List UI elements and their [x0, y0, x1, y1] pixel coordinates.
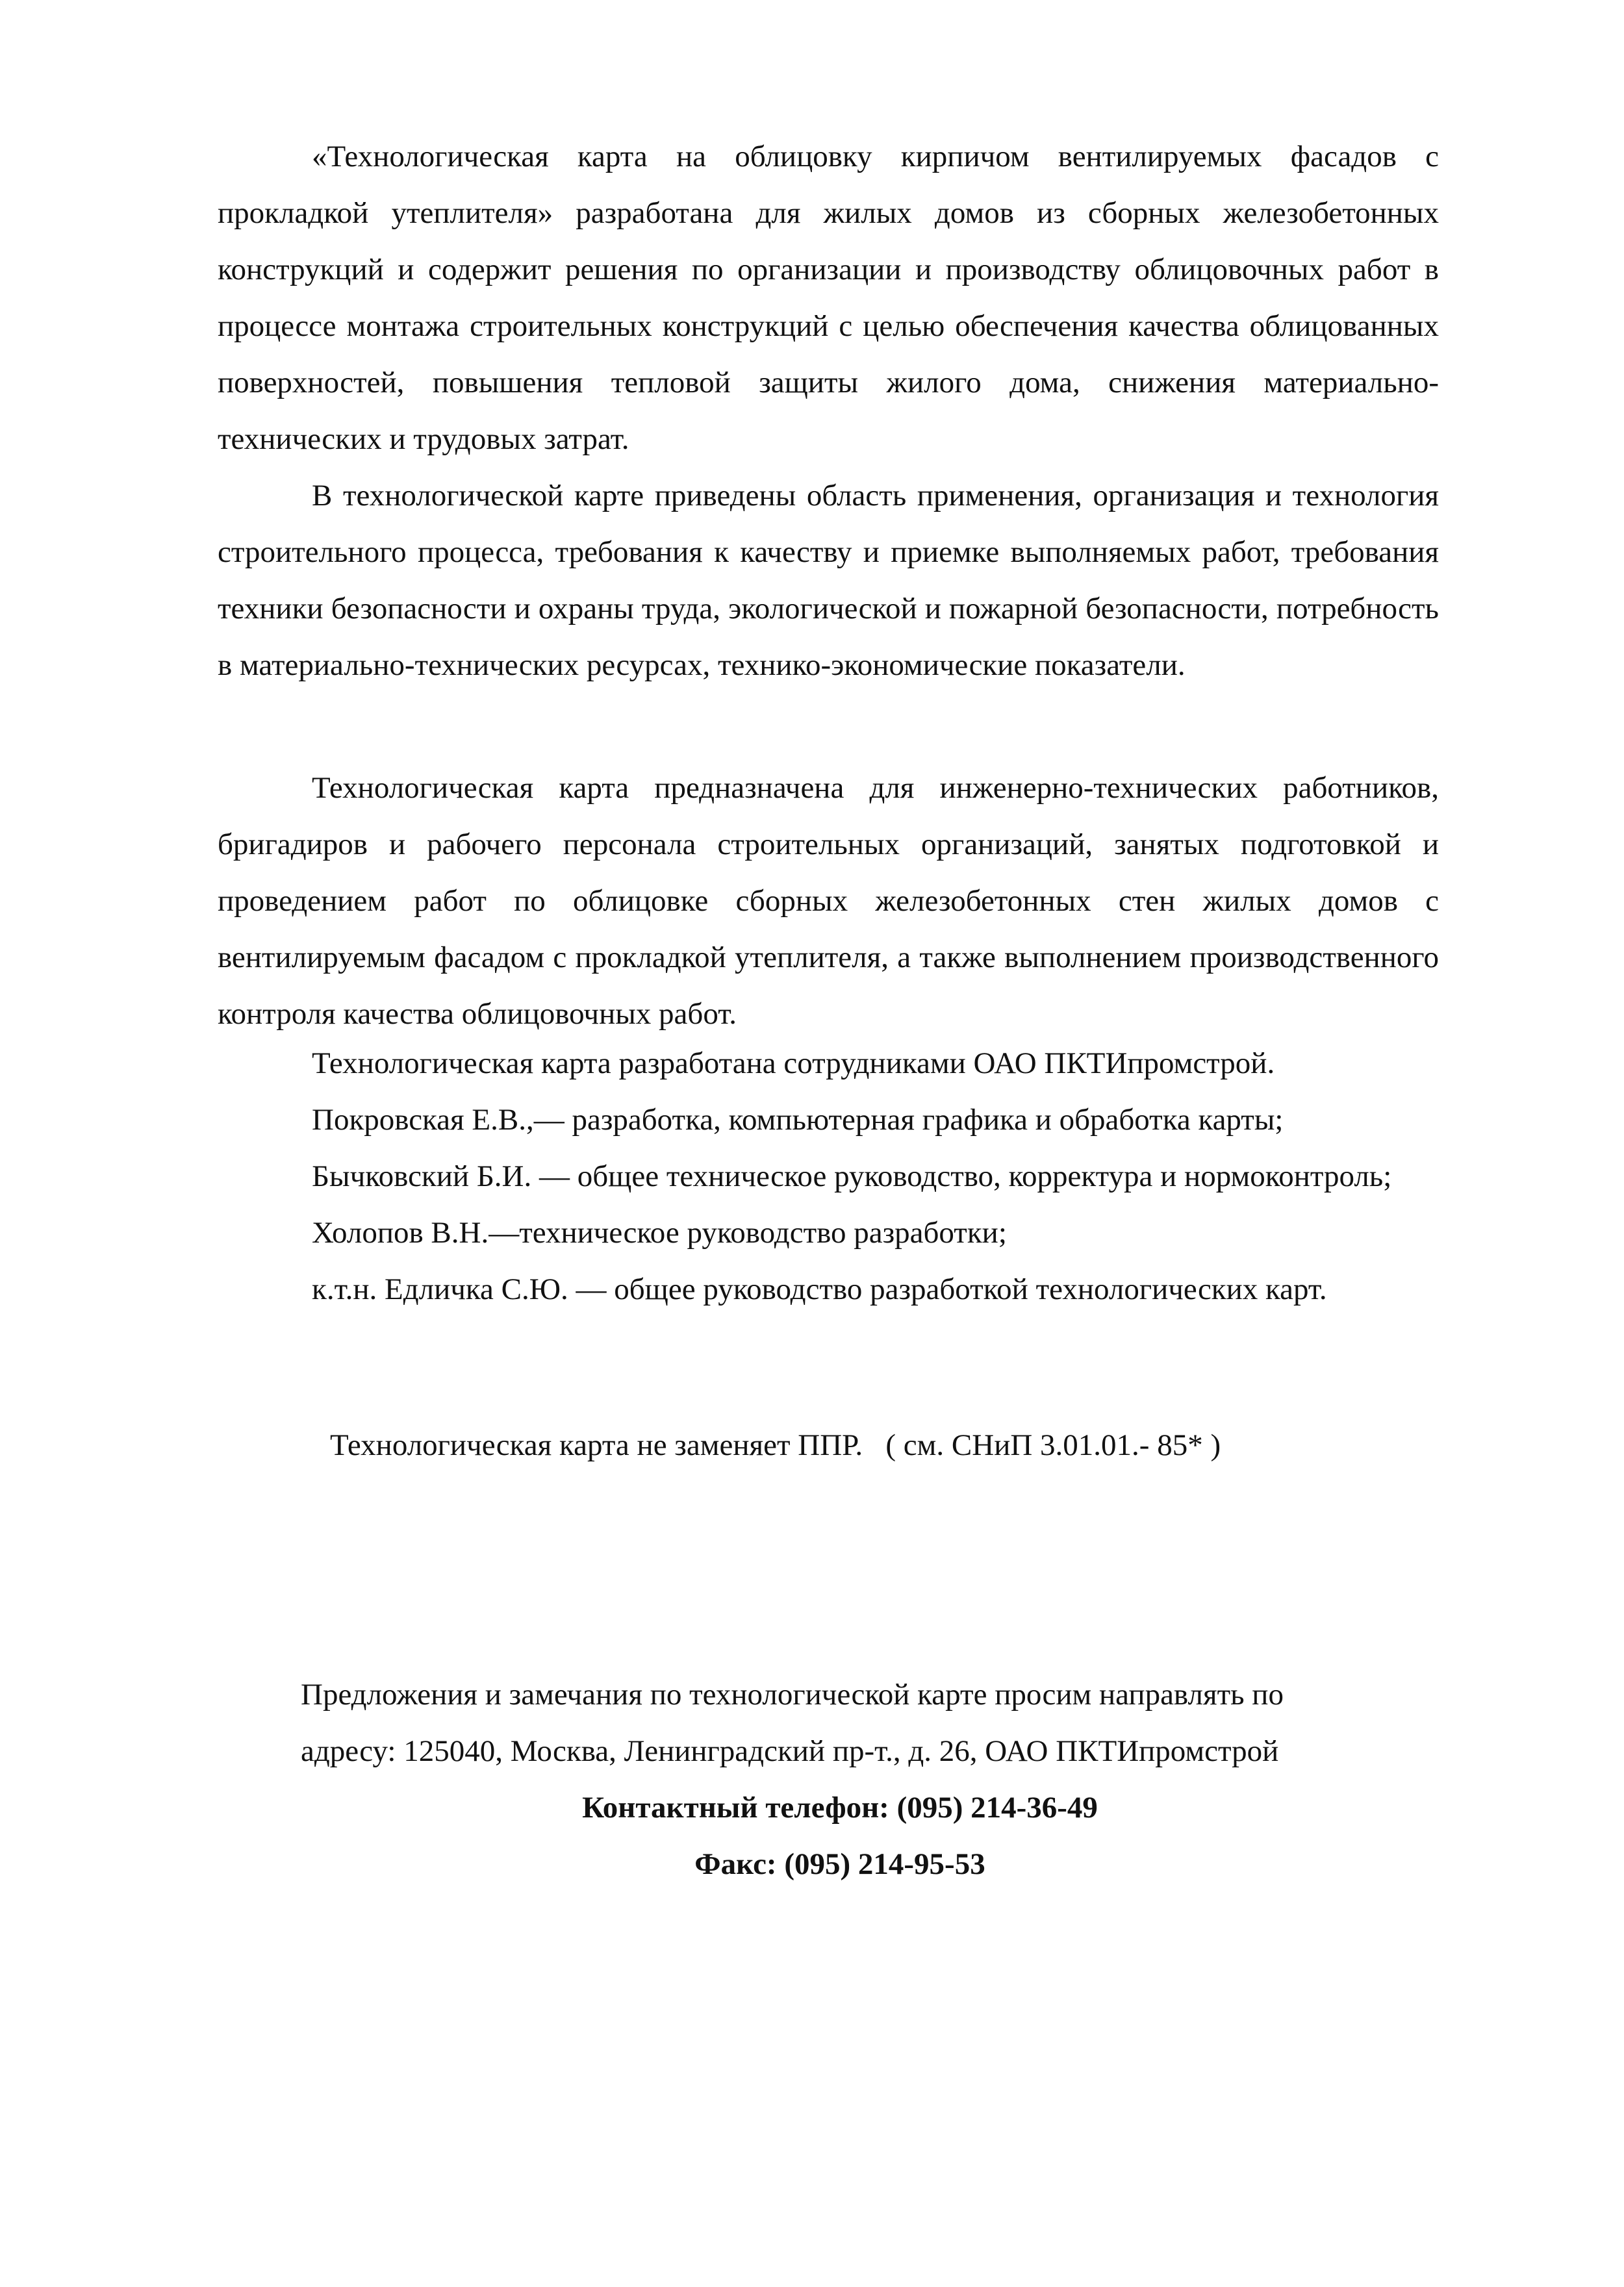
credits-heading: Технологическая карта разработана сотрудниками ОАО ПКТИпромстрой.	[312, 1046, 1275, 1080]
contact-phone: Контактный телефон: (095) 214-36-49	[582, 1791, 1098, 1825]
purpose-paragraph: Технологическая карта предназначена для инженерно-технических работников, бригадиров и рабочего персонала строительных организаций, занятых подготовкой и проведением работ по облицовке сборных железобетонных стен жилых домов с вентилируемым фасадом с прокладкой утеплителя, а также выполнением производственного контроля качества облицовочных работ.	[218, 771, 1439, 1031]
contacts-address: адресу: 125040, Москва, Ленинградский пр-т., д. 26, ОАО ПКТИпромстрой	[301, 1734, 1279, 1768]
contents-section	[218, 468, 1439, 694]
credit-line: Покровская Е.В.,— разработка, компьютерная графика и обработка карты;	[312, 1103, 1284, 1137]
ppr-note: Технологическая карта не заменяет ППР. ( см. СНиП 3.01.01.- 85* )	[330, 1428, 1221, 1462]
intro-paragraph: «Технологическая карта на облицовку кирпичом вентилируемых фасадов с прокладкой утеплителя» разработана для жилых домов из сборных железобетонных конструкций и содержит решения по организации и производству облицовочных работ в процессе монтажа строительных конструкций с целью обеспечения качества облицованных поверхностей, повышения тепловой защиты жилого дома, снижения материально-технических и трудовых затрат.	[218, 140, 1439, 456]
credits-section	[218, 1035, 1439, 1318]
contacts-line: Предложения и замечания по технологической карте просим направлять по	[301, 1678, 1284, 1712]
intro-section	[218, 129, 1439, 468]
credit-line: Холопов В.Н.—техническое руководство разработки;	[312, 1216, 1007, 1250]
credit-line: к.т.н. Едличка С.Ю. — общее руководство разработкой технологических карт.	[312, 1272, 1327, 1306]
contacts-section	[301, 1667, 1379, 1893]
credit-line: Бычковский Б.И. — общее техническое руководство, корректура и нормоконтроль;	[312, 1159, 1392, 1193]
contents-paragraph: В технологической карте приведены область применения, организация и технология строительного процесса, требования к качеству и приемке выполняемых работ, требования техники безопасности и охраны труда, экологической и пожарной безопасности, потребность в материально-технических ресурсах, технико-экономические показатели.	[218, 479, 1439, 682]
purpose-section	[218, 760, 1439, 1042]
contact-fax: Факс: (095) 214-95-53	[694, 1847, 985, 1881]
